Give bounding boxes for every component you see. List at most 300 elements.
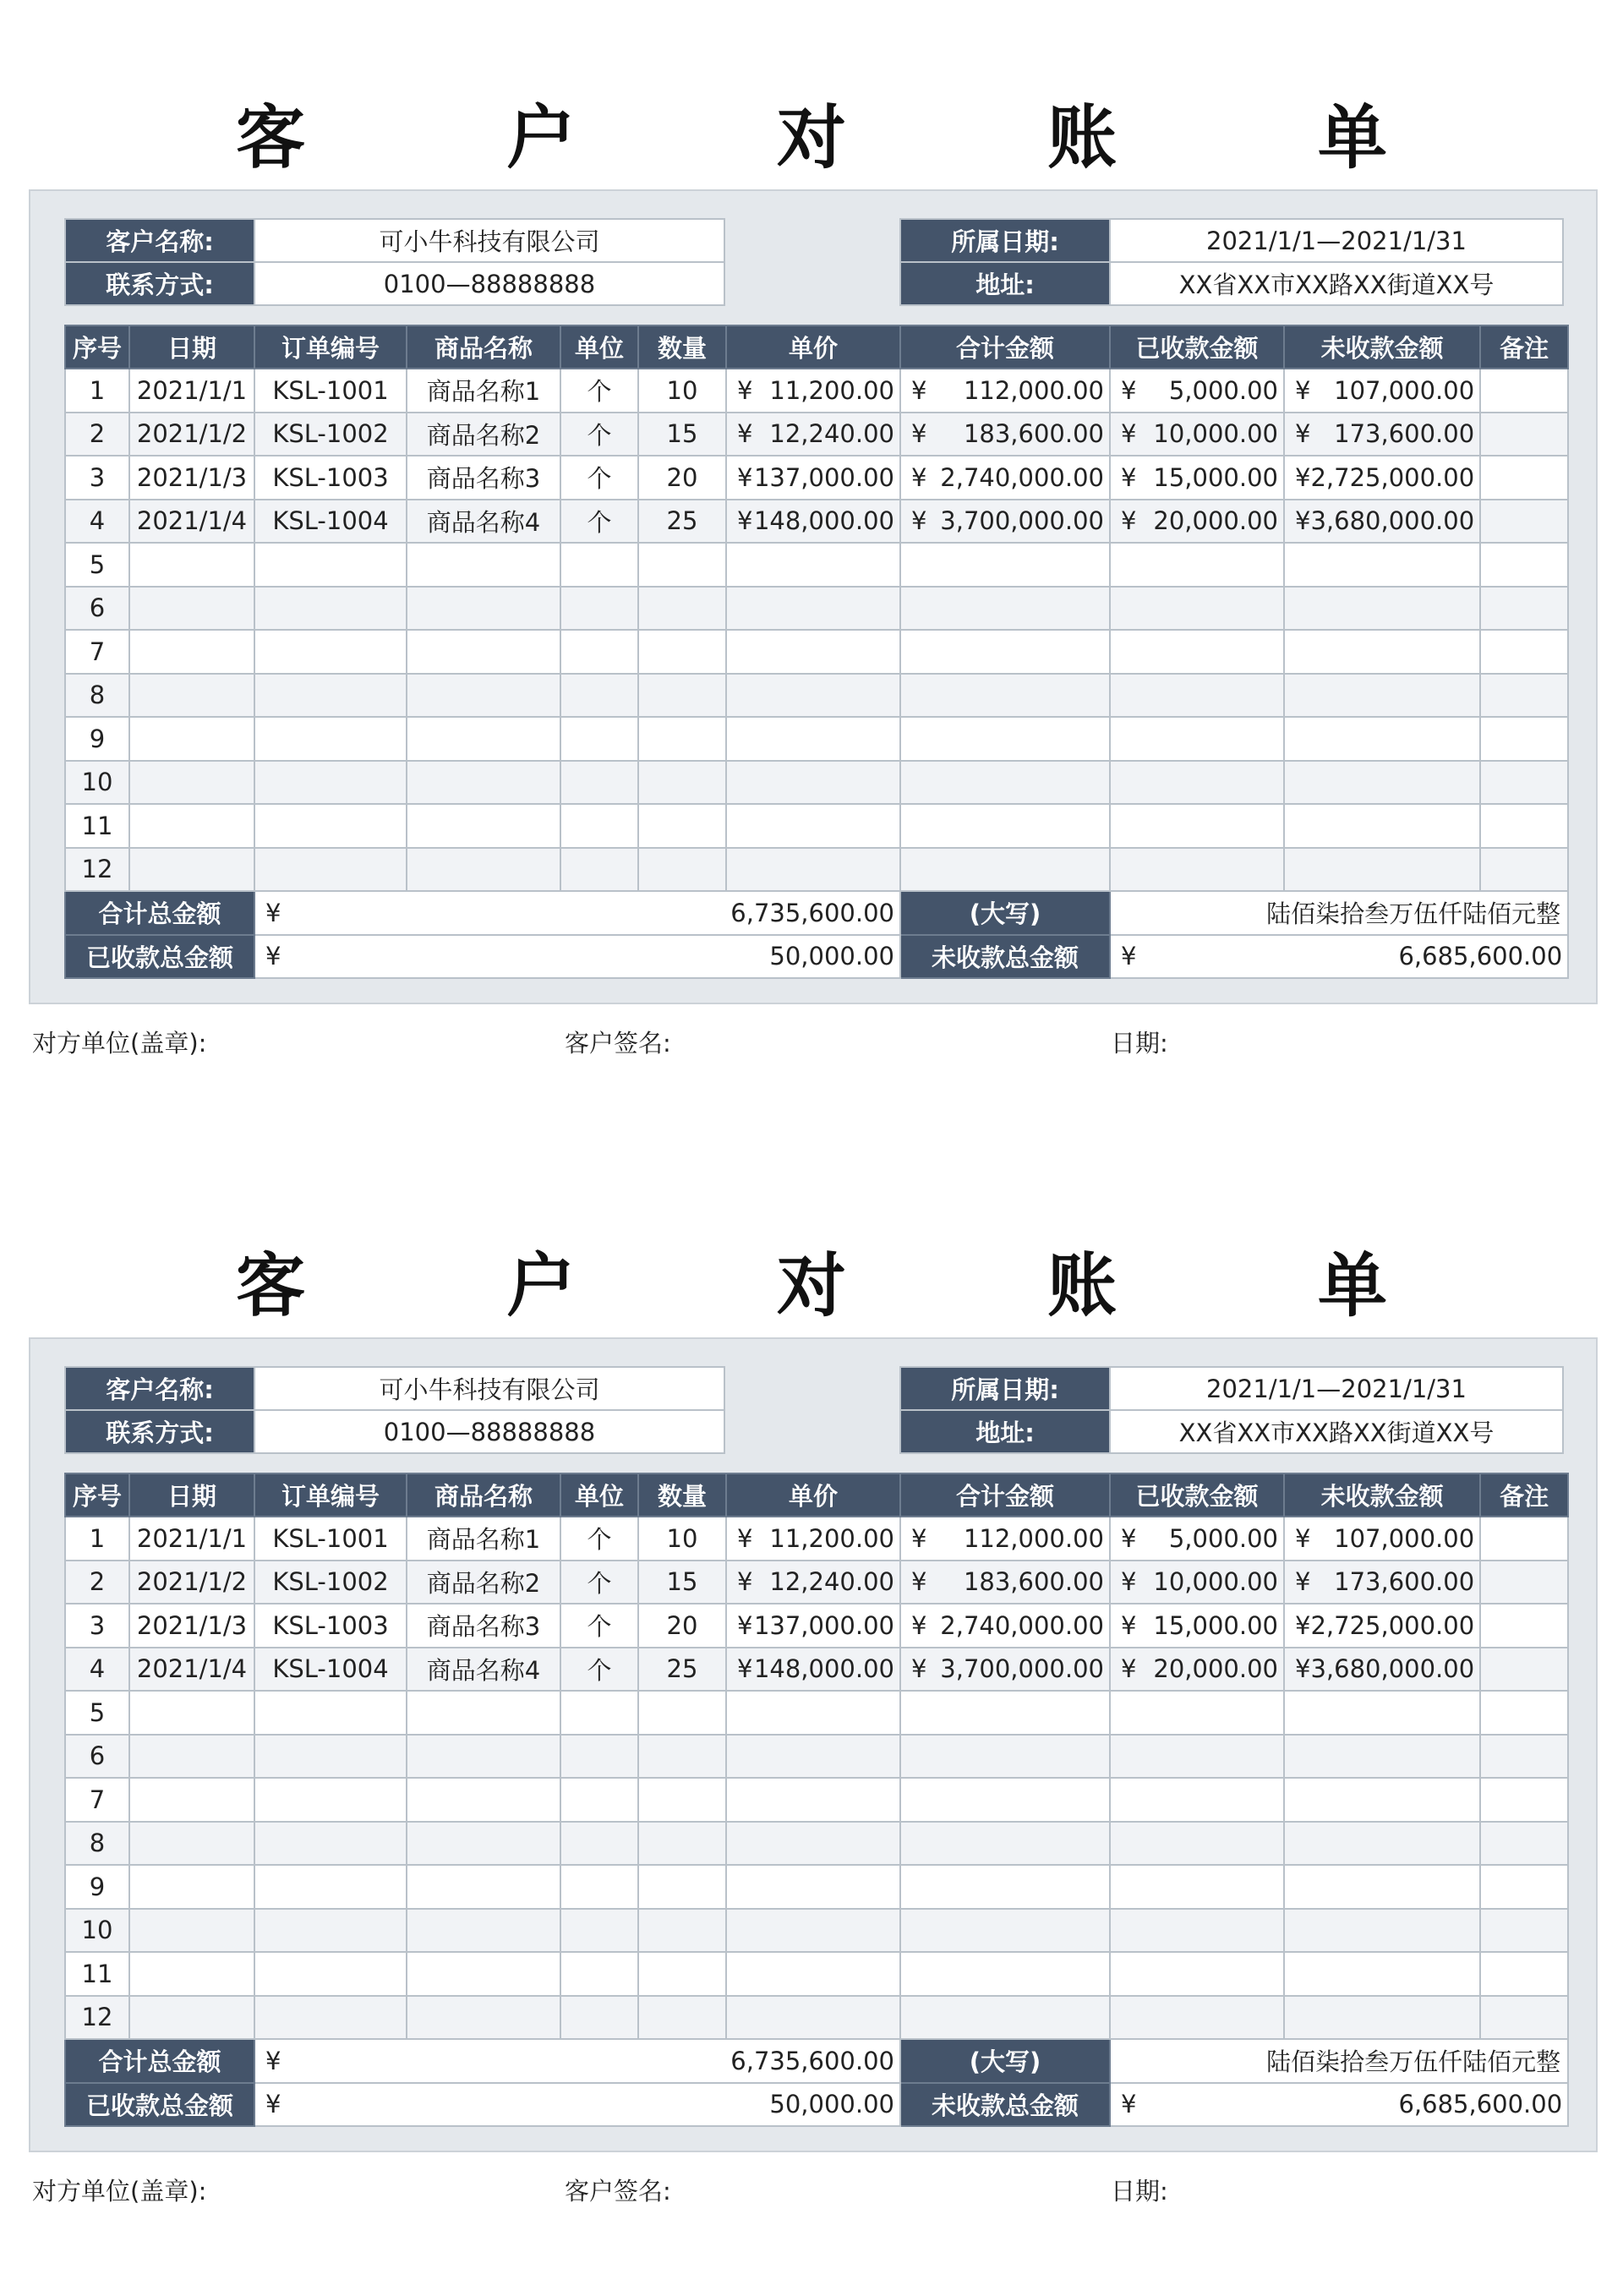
total-amount-field[interactable] xyxy=(254,891,900,935)
row-unit-price[interactable] xyxy=(726,369,900,413)
row-number[interactable]: 2 xyxy=(65,413,129,456)
row-unreceived-amount[interactable] xyxy=(1284,543,1480,587)
row-unit-price[interactable] xyxy=(726,1691,900,1735)
customer-name-field[interactable]: 可小牛科技有限公司 xyxy=(254,219,724,262)
row-note[interactable] xyxy=(1480,1735,1568,1779)
uppercase-amount-field[interactable]: 陆佰柒拾叁万伍仟陆佰元整 xyxy=(1110,2039,1568,2083)
row-order-number[interactable] xyxy=(254,1822,407,1866)
row-unreceived-amount[interactable] xyxy=(1284,1778,1480,1822)
period-date-field[interactable]: 2021/1/1—2021/1/31 xyxy=(1110,1367,1563,1410)
row-date[interactable]: 2021/1/1 xyxy=(129,369,254,413)
row-note[interactable] xyxy=(1480,674,1568,718)
row-date[interactable] xyxy=(129,804,254,848)
row-note[interactable] xyxy=(1480,1778,1568,1822)
row-date[interactable] xyxy=(129,1865,254,1909)
row-unit[interactable] xyxy=(560,848,638,892)
row-unit-price[interactable] xyxy=(726,717,900,761)
row-product-name[interactable] xyxy=(407,1691,560,1735)
row-note[interactable] xyxy=(1480,456,1568,500)
row-unit[interactable]: 个 xyxy=(560,1604,638,1648)
row-product-name[interactable]: 商品名称3 xyxy=(407,1604,560,1648)
row-date[interactable] xyxy=(129,543,254,587)
row-product-name[interactable] xyxy=(407,587,560,631)
row-product-name[interactable] xyxy=(407,848,560,892)
row-order-number[interactable] xyxy=(254,674,407,718)
row-note[interactable] xyxy=(1480,1561,1568,1604)
row-order-number[interactable]: KSL-1001 xyxy=(254,1517,407,1561)
row-unreceived-amount[interactable] xyxy=(1284,1691,1480,1735)
row-note[interactable] xyxy=(1480,848,1568,892)
row-quantity[interactable] xyxy=(638,1952,726,1996)
row-product-name[interactable] xyxy=(407,1952,560,1996)
row-received-amount[interactable] xyxy=(1110,1648,1284,1692)
row-number[interactable]: 9 xyxy=(65,1865,129,1909)
row-quantity[interactable] xyxy=(638,1909,726,1953)
row-total-amount[interactable] xyxy=(900,1648,1110,1692)
row-date[interactable] xyxy=(129,1778,254,1822)
row-received-amount[interactable] xyxy=(1110,804,1284,848)
row-total-amount[interactable] xyxy=(900,587,1110,631)
row-unit-price[interactable] xyxy=(726,674,900,718)
row-received-amount[interactable] xyxy=(1110,761,1284,805)
row-product-name[interactable]: 商品名称1 xyxy=(407,369,560,413)
row-number[interactable]: 3 xyxy=(65,1604,129,1648)
row-number[interactable]: 8 xyxy=(65,1822,129,1866)
row-product-name[interactable] xyxy=(407,1735,560,1779)
row-unit-price[interactable] xyxy=(726,1996,900,2040)
row-unit[interactable] xyxy=(560,1691,638,1735)
row-order-number[interactable] xyxy=(254,848,407,892)
row-order-number[interactable] xyxy=(254,761,407,805)
contact-field[interactable]: 0100—88888888 xyxy=(254,1410,724,1453)
row-total-amount[interactable] xyxy=(900,717,1110,761)
row-note[interactable] xyxy=(1480,1517,1568,1561)
row-order-number[interactable]: KSL-1001 xyxy=(254,369,407,413)
row-unit[interactable]: 个 xyxy=(560,1561,638,1604)
row-unreceived-amount[interactable] xyxy=(1284,1822,1480,1866)
row-product-name[interactable] xyxy=(407,674,560,718)
row-total-amount[interactable] xyxy=(900,369,1110,413)
row-order-number[interactable] xyxy=(254,1909,407,1953)
row-unit-price[interactable] xyxy=(726,1778,900,1822)
row-quantity[interactable] xyxy=(638,1691,726,1735)
row-quantity[interactable]: 25 xyxy=(638,1648,726,1692)
row-number[interactable]: 3 xyxy=(65,456,129,500)
row-order-number[interactable]: KSL-1002 xyxy=(254,413,407,456)
row-date[interactable] xyxy=(129,587,254,631)
table-row[interactable] xyxy=(65,369,1568,413)
row-total-amount[interactable] xyxy=(900,848,1110,892)
row-received-amount[interactable] xyxy=(1110,674,1284,718)
row-unit[interactable] xyxy=(560,717,638,761)
row-unit[interactable] xyxy=(560,1996,638,2040)
row-unit-price[interactable] xyxy=(726,1517,900,1561)
table-row[interactable] xyxy=(65,1952,1568,1996)
row-total-amount[interactable] xyxy=(900,1561,1110,1604)
row-note[interactable] xyxy=(1480,1604,1568,1648)
row-received-amount[interactable] xyxy=(1110,1996,1284,2040)
row-unit[interactable] xyxy=(560,674,638,718)
row-number[interactable]: 12 xyxy=(65,848,129,892)
row-quantity[interactable] xyxy=(638,1735,726,1779)
row-note[interactable] xyxy=(1480,1909,1568,1953)
row-note[interactable] xyxy=(1480,761,1568,805)
row-unit-price[interactable] xyxy=(726,1822,900,1866)
row-quantity[interactable]: 25 xyxy=(638,500,726,544)
row-product-name[interactable]: 商品名称4 xyxy=(407,500,560,544)
row-number[interactable]: 5 xyxy=(65,543,129,587)
row-product-name[interactable]: 商品名称4 xyxy=(407,1648,560,1692)
table-row[interactable] xyxy=(65,848,1568,892)
row-unreceived-amount[interactable] xyxy=(1284,1735,1480,1779)
row-unreceived-amount[interactable] xyxy=(1284,1561,1480,1604)
row-unit-price[interactable] xyxy=(726,1952,900,1996)
row-number[interactable]: 1 xyxy=(65,369,129,413)
row-order-number[interactable]: KSL-1003 xyxy=(254,456,407,500)
row-unit[interactable] xyxy=(560,1952,638,1996)
row-order-number[interactable]: KSL-1004 xyxy=(254,1648,407,1692)
row-quantity[interactable] xyxy=(638,1822,726,1866)
row-product-name[interactable]: 商品名称2 xyxy=(407,1561,560,1604)
row-received-amount[interactable] xyxy=(1110,587,1284,631)
row-quantity[interactable] xyxy=(638,1865,726,1909)
row-total-amount[interactable] xyxy=(900,1952,1110,1996)
row-order-number[interactable] xyxy=(254,543,407,587)
row-note[interactable] xyxy=(1480,1822,1568,1866)
table-row[interactable] xyxy=(65,804,1568,848)
contact-field[interactable]: 0100—88888888 xyxy=(254,262,724,305)
row-date[interactable] xyxy=(129,717,254,761)
row-note[interactable] xyxy=(1480,630,1568,674)
table-row[interactable] xyxy=(65,1561,1568,1604)
row-order-number[interactable] xyxy=(254,1952,407,1996)
row-unit-price[interactable] xyxy=(726,1561,900,1604)
row-total-amount[interactable] xyxy=(900,1778,1110,1822)
row-order-number[interactable]: KSL-1002 xyxy=(254,1561,407,1604)
table-row[interactable] xyxy=(65,413,1568,456)
row-unit-price[interactable] xyxy=(726,456,900,500)
row-unreceived-amount[interactable] xyxy=(1284,413,1480,456)
row-note[interactable] xyxy=(1480,717,1568,761)
row-quantity[interactable] xyxy=(638,1996,726,2040)
row-order-number[interactable]: KSL-1004 xyxy=(254,500,407,544)
row-date[interactable]: 2021/1/2 xyxy=(129,1561,254,1604)
row-total-amount[interactable] xyxy=(900,1604,1110,1648)
row-date[interactable] xyxy=(129,674,254,718)
row-note[interactable] xyxy=(1480,1952,1568,1996)
row-total-amount[interactable] xyxy=(900,456,1110,500)
row-total-amount[interactable] xyxy=(900,674,1110,718)
row-order-number[interactable] xyxy=(254,1778,407,1822)
row-order-number[interactable] xyxy=(254,804,407,848)
row-date[interactable] xyxy=(129,1691,254,1735)
row-unit[interactable] xyxy=(560,630,638,674)
row-received-amount[interactable] xyxy=(1110,456,1284,500)
row-received-amount[interactable] xyxy=(1110,1735,1284,1779)
table-row[interactable] xyxy=(65,1691,1568,1735)
row-order-number[interactable] xyxy=(254,1865,407,1909)
row-received-amount[interactable] xyxy=(1110,848,1284,892)
row-received-amount[interactable] xyxy=(1110,543,1284,587)
row-order-number[interactable] xyxy=(254,1735,407,1779)
row-note[interactable] xyxy=(1480,1691,1568,1735)
row-date[interactable] xyxy=(129,1822,254,1866)
row-unit-price[interactable] xyxy=(726,587,900,631)
row-quantity[interactable] xyxy=(638,587,726,631)
row-order-number[interactable] xyxy=(254,1996,407,2040)
row-number[interactable]: 1 xyxy=(65,1517,129,1561)
row-number[interactable]: 7 xyxy=(65,630,129,674)
row-unreceived-amount[interactable] xyxy=(1284,1952,1480,1996)
row-number[interactable]: 5 xyxy=(65,1691,129,1735)
row-order-number[interactable]: KSL-1003 xyxy=(254,1604,407,1648)
row-received-amount[interactable] xyxy=(1110,1778,1284,1822)
row-note[interactable] xyxy=(1480,369,1568,413)
table-row[interactable] xyxy=(65,1735,1568,1779)
row-unit[interactable]: 个 xyxy=(560,1648,638,1692)
row-quantity[interactable]: 20 xyxy=(638,1604,726,1648)
uppercase-amount-field[interactable]: 陆佰柒拾叁万伍仟陆佰元整 xyxy=(1110,891,1568,935)
row-unit[interactable]: 个 xyxy=(560,500,638,544)
row-number[interactable]: 6 xyxy=(65,1735,129,1779)
row-number[interactable]: 11 xyxy=(65,804,129,848)
row-note[interactable] xyxy=(1480,1996,1568,2040)
row-product-name[interactable] xyxy=(407,630,560,674)
period-date-field[interactable]: 2021/1/1—2021/1/31 xyxy=(1110,219,1563,262)
row-unit-price[interactable] xyxy=(726,543,900,587)
table-row[interactable] xyxy=(65,717,1568,761)
row-unit[interactable]: 个 xyxy=(560,369,638,413)
row-product-name[interactable] xyxy=(407,717,560,761)
table-row[interactable] xyxy=(65,1648,1568,1692)
row-note[interactable] xyxy=(1480,804,1568,848)
row-received-amount[interactable] xyxy=(1110,1909,1284,1953)
row-date[interactable]: 2021/1/1 xyxy=(129,1517,254,1561)
row-note[interactable] xyxy=(1480,413,1568,456)
table-row[interactable] xyxy=(65,1517,1568,1561)
row-unreceived-amount[interactable] xyxy=(1284,1909,1480,1953)
customer-name-field[interactable]: 可小牛科技有限公司 xyxy=(254,1367,724,1410)
row-received-amount[interactable] xyxy=(1110,413,1284,456)
row-unit[interactable]: 个 xyxy=(560,1517,638,1561)
row-unreceived-amount[interactable] xyxy=(1284,1865,1480,1909)
row-unreceived-amount[interactable] xyxy=(1284,674,1480,718)
row-note[interactable] xyxy=(1480,587,1568,631)
row-unit[interactable] xyxy=(560,587,638,631)
row-note[interactable] xyxy=(1480,500,1568,544)
row-quantity[interactable] xyxy=(638,848,726,892)
row-unreceived-amount[interactable] xyxy=(1284,1648,1480,1692)
received-total-field[interactable] xyxy=(254,2083,900,2127)
row-total-amount[interactable] xyxy=(900,1735,1110,1779)
row-note[interactable] xyxy=(1480,1865,1568,1909)
row-unreceived-amount[interactable] xyxy=(1284,1517,1480,1561)
unreceived-total-field[interactable] xyxy=(1110,935,1568,979)
row-quantity[interactable] xyxy=(638,674,726,718)
row-unit[interactable] xyxy=(560,1909,638,1953)
row-total-amount[interactable] xyxy=(900,761,1110,805)
row-date[interactable] xyxy=(129,1952,254,1996)
table-row[interactable] xyxy=(65,1909,1568,1953)
row-quantity[interactable] xyxy=(638,761,726,805)
row-product-name[interactable]: 商品名称3 xyxy=(407,456,560,500)
row-unit[interactable]: 个 xyxy=(560,456,638,500)
row-received-amount[interactable] xyxy=(1110,369,1284,413)
row-total-amount[interactable] xyxy=(900,804,1110,848)
address-field[interactable]: XX省XX市XX路XX街道XX号 xyxy=(1110,1410,1563,1453)
row-order-number[interactable] xyxy=(254,717,407,761)
row-unreceived-amount[interactable] xyxy=(1284,804,1480,848)
row-date[interactable]: 2021/1/2 xyxy=(129,413,254,456)
table-row[interactable] xyxy=(65,587,1568,631)
row-unit[interactable] xyxy=(560,1735,638,1779)
row-unreceived-amount[interactable] xyxy=(1284,1604,1480,1648)
row-quantity[interactable] xyxy=(638,1778,726,1822)
row-unit[interactable] xyxy=(560,1822,638,1866)
row-number[interactable]: 10 xyxy=(65,1909,129,1953)
row-received-amount[interactable] xyxy=(1110,1561,1284,1604)
row-product-name[interactable] xyxy=(407,1778,560,1822)
row-unreceived-amount[interactable] xyxy=(1284,1996,1480,2040)
row-product-name[interactable] xyxy=(407,1909,560,1953)
row-quantity[interactable] xyxy=(638,717,726,761)
row-unreceived-amount[interactable] xyxy=(1284,761,1480,805)
row-product-name[interactable] xyxy=(407,804,560,848)
row-order-number[interactable] xyxy=(254,1691,407,1735)
row-unit[interactable] xyxy=(560,1778,638,1822)
row-unit-price[interactable] xyxy=(726,804,900,848)
row-date[interactable]: 2021/1/4 xyxy=(129,1648,254,1692)
row-number[interactable]: 7 xyxy=(65,1778,129,1822)
row-order-number[interactable] xyxy=(254,587,407,631)
row-date[interactable]: 2021/1/3 xyxy=(129,1604,254,1648)
row-unit-price[interactable] xyxy=(726,1648,900,1692)
row-total-amount[interactable] xyxy=(900,1996,1110,2040)
row-total-amount[interactable] xyxy=(900,1909,1110,1953)
row-quantity[interactable] xyxy=(638,804,726,848)
row-unreceived-amount[interactable] xyxy=(1284,369,1480,413)
row-total-amount[interactable] xyxy=(900,1822,1110,1866)
table-row[interactable] xyxy=(65,761,1568,805)
row-total-amount[interactable] xyxy=(900,1865,1110,1909)
row-unit-price[interactable] xyxy=(726,848,900,892)
row-total-amount[interactable] xyxy=(900,413,1110,456)
row-product-name[interactable] xyxy=(407,1822,560,1866)
table-row[interactable] xyxy=(65,1865,1568,1909)
row-unit-price[interactable] xyxy=(726,1604,900,1648)
row-received-amount[interactable] xyxy=(1110,630,1284,674)
row-unit-price[interactable] xyxy=(726,761,900,805)
row-date[interactable]: 2021/1/3 xyxy=(129,456,254,500)
row-unreceived-amount[interactable] xyxy=(1284,848,1480,892)
row-product-name[interactable] xyxy=(407,1996,560,2040)
table-row[interactable] xyxy=(65,456,1568,500)
row-quantity[interactable]: 20 xyxy=(638,456,726,500)
row-total-amount[interactable] xyxy=(900,630,1110,674)
row-total-amount[interactable] xyxy=(900,500,1110,544)
table-row[interactable] xyxy=(65,1778,1568,1822)
table-row[interactable] xyxy=(65,1996,1568,2040)
received-total-field[interactable] xyxy=(254,935,900,979)
table-row[interactable] xyxy=(65,630,1568,674)
row-product-name[interactable] xyxy=(407,543,560,587)
row-number[interactable]: 9 xyxy=(65,717,129,761)
row-number[interactable]: 4 xyxy=(65,1648,129,1692)
table-row[interactable] xyxy=(65,1604,1568,1648)
row-unit-price[interactable] xyxy=(726,1909,900,1953)
row-quantity[interactable]: 10 xyxy=(638,1517,726,1561)
row-quantity[interactable] xyxy=(638,630,726,674)
row-quantity[interactable]: 15 xyxy=(638,413,726,456)
row-date[interactable] xyxy=(129,1735,254,1779)
table-row[interactable] xyxy=(65,500,1568,544)
row-quantity[interactable]: 15 xyxy=(638,1561,726,1604)
row-date[interactable]: 2021/1/4 xyxy=(129,500,254,544)
row-unit[interactable] xyxy=(560,804,638,848)
unreceived-total-field[interactable] xyxy=(1110,2083,1568,2127)
row-unreceived-amount[interactable] xyxy=(1284,717,1480,761)
row-unit[interactable] xyxy=(560,1865,638,1909)
row-product-name[interactable]: 商品名称2 xyxy=(407,413,560,456)
row-quantity[interactable] xyxy=(638,543,726,587)
row-quantity[interactable]: 10 xyxy=(638,369,726,413)
address-field[interactable]: XX省XX市XX路XX街道XX号 xyxy=(1110,262,1563,305)
row-total-amount[interactable] xyxy=(900,1691,1110,1735)
row-number[interactable]: 8 xyxy=(65,674,129,718)
row-unit-price[interactable] xyxy=(726,1865,900,1909)
row-total-amount[interactable] xyxy=(900,543,1110,587)
row-number[interactable]: 11 xyxy=(65,1952,129,1996)
row-received-amount[interactable] xyxy=(1110,1604,1284,1648)
row-unreceived-amount[interactable] xyxy=(1284,500,1480,544)
row-unit[interactable] xyxy=(560,761,638,805)
row-unit-price[interactable] xyxy=(726,1735,900,1779)
row-note[interactable] xyxy=(1480,1648,1568,1692)
row-date[interactable] xyxy=(129,1996,254,2040)
row-received-amount[interactable] xyxy=(1110,1952,1284,1996)
row-received-amount[interactable] xyxy=(1110,1865,1284,1909)
row-number[interactable]: 6 xyxy=(65,587,129,631)
row-unit-price[interactable] xyxy=(726,500,900,544)
row-number[interactable]: 4 xyxy=(65,500,129,544)
row-received-amount[interactable] xyxy=(1110,1822,1284,1866)
row-date[interactable] xyxy=(129,761,254,805)
row-product-name[interactable] xyxy=(407,1865,560,1909)
row-received-amount[interactable] xyxy=(1110,500,1284,544)
row-product-name[interactable] xyxy=(407,761,560,805)
row-total-amount[interactable] xyxy=(900,1517,1110,1561)
row-number[interactable]: 12 xyxy=(65,1996,129,2040)
row-number[interactable]: 2 xyxy=(65,1561,129,1604)
row-unreceived-amount[interactable] xyxy=(1284,630,1480,674)
row-unit[interactable] xyxy=(560,543,638,587)
row-date[interactable] xyxy=(129,630,254,674)
total-amount-field[interactable] xyxy=(254,2039,900,2083)
row-order-number[interactable] xyxy=(254,630,407,674)
row-unit-price[interactable] xyxy=(726,630,900,674)
row-received-amount[interactable] xyxy=(1110,1691,1284,1735)
row-product-name[interactable]: 商品名称1 xyxy=(407,1517,560,1561)
row-unreceived-amount[interactable] xyxy=(1284,456,1480,500)
row-note[interactable] xyxy=(1480,543,1568,587)
table-row[interactable] xyxy=(65,674,1568,718)
row-date[interactable] xyxy=(129,848,254,892)
table-row[interactable] xyxy=(65,543,1568,587)
row-number[interactable]: 10 xyxy=(65,761,129,805)
row-unit-price[interactable] xyxy=(726,413,900,456)
row-unreceived-amount[interactable] xyxy=(1284,587,1480,631)
row-date[interactable] xyxy=(129,1909,254,1953)
